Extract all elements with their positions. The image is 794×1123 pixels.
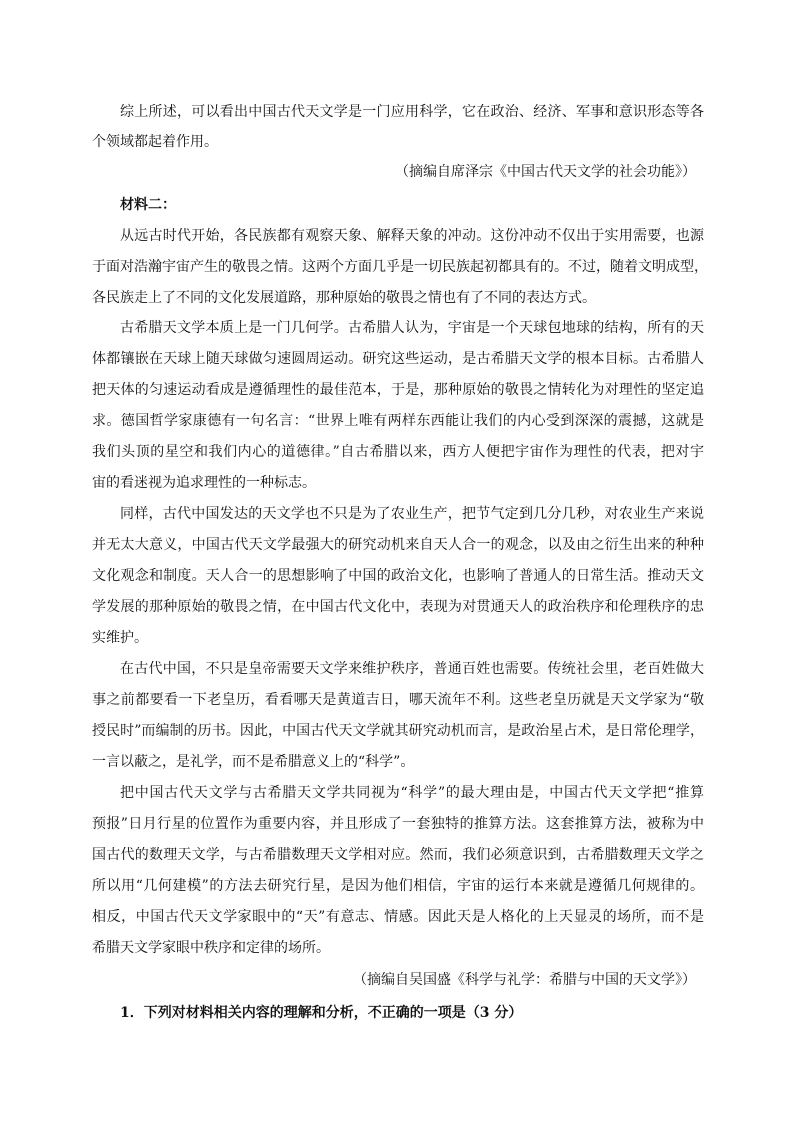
paragraph-line: 把天体的匀速运动看成是遵循理性的最佳范本，于是，那种原始的敬畏之情转化为对理性的坚定追 (92, 382, 704, 398)
paragraph-line: 学发展的那种原始的敬畏之情，在中国古代文化中，表现为对贯通天人的政治秩序和伦理秩序的忠 (92, 599, 704, 615)
source-citation: （摘编自吴国盛《科学与礼学：希腊与中国的天文学》） (353, 972, 696, 988)
paragraph-line: 我们头顶的星空和我们内心的道德律。”自古希腊以来，西方人便把宇宙作为理性的代表，把对宇 (92, 444, 704, 460)
question-title: 1．下列对材料相关内容的理解和分析，不正确的一项是（3 分） (120, 1005, 523, 1021)
paragraph-line: 从远古时代开始，各民族都有观察天象、解释天象的冲动。这份冲动不仅出于实用需要，也源 (120, 228, 704, 244)
paragraph-line: 于面对浩瀚宇宙产生的敬畏之情。这两个方面几乎是一切民族起初都具有的。不过，随着文明成型， (92, 259, 708, 275)
paragraph-line: 实维护。 (92, 630, 148, 646)
paragraph-line: 希腊天文学家眼中秩序和定律的场所。 (92, 940, 330, 956)
paragraph-line: 体都镶嵌在天球上随天球做匀速圆周运动。研究这些运动，是古希腊天文学的根本目标。古希腊人 (92, 351, 704, 367)
intro-line: 综上所述，可以看出中国古代天文学是一门应用科学，它在政治、经济、军事和意识形态等各 (120, 104, 704, 120)
paragraph-line: 宙的看迷视为追求理性的一种标志。 (92, 475, 316, 491)
intro-line: 个领域都起着作用。 (92, 134, 218, 150)
paragraph-line: 一言以蔽之，是礼学，而不是希腊意义上的“科学”。 (92, 754, 415, 770)
paragraph-line: 预报”日月行星的位置作为重要内容，并且形成了一套独特的推算方法。这套推算方法，被称为中 (92, 816, 704, 832)
paragraph-line: 所以用“几何建模”的方法去研究行星，是因为他们相信，宇宙的运行本来就是遵循几何规律的。 (92, 878, 704, 894)
paragraph-line: 文化观念和制度。天人合一的思想影响了中国的政治文化，也影响了普通人的日常生活。推动天文 (92, 568, 704, 584)
paragraph-line: 并无太大意义，中国古代天文学最强大的研究动机来自天人合一的观念，以及由之衍生出来的种种 (92, 537, 704, 553)
section-heading: 材料二： (120, 197, 176, 213)
paragraph-line: 古希腊天文学本质上是一门几何学。古希腊人认为，宇宙是一个天球包地球的结构，所有的天 (120, 320, 704, 336)
paragraph-line: 同样，古代中国发达的天文学也不只是为了农业生产，把节气定到几分几秒，对农业生产来说 (120, 506, 704, 522)
paragraph-line: 事之前都要看一下老皇历，看看哪天是黄道吉日，哪天流年不利。这些老皇历就是天文学家为“敬 (92, 692, 704, 708)
paragraph-line: 相反，中国古代天文学家眼中的“天”有意志、情感。因此天是人格化的上天显灵的场所，而不是 (92, 909, 704, 925)
paragraph-line: 在古代中国，不只是皇帝需要天文学来维护秩序，普通百姓也需要。传统社会里，老百姓做大 (120, 661, 704, 677)
paragraph-line: 国古代的数理天文学，与古希腊数理天文学相对应。然而，我们必须意识到，古希腊数理天文学之 (92, 847, 704, 863)
paragraph-line: 求。德国哲学家康德有一句名言：“世界上唯有两样东西能让我们的内心受到深深的震撼，这就是 (92, 413, 704, 429)
paragraph-line: 授民时”而编制的历书。因此，中国古代天文学就其研究动机而言，是政治星占术，是日常伦理学， (92, 723, 704, 739)
paragraph-line: 各民族走上了不同的文化发展道路，那种原始的敬畏之情也有了不同的表达方式。 (92, 290, 596, 306)
source-citation: （摘编自席泽宗《中国古代天文学的社会功能》） (395, 164, 696, 180)
paragraph-line: 把中国古代天文学与古希腊天文学共同视为“科学”的最大理由是，中国古代天文学把“推算 (120, 785, 704, 801)
